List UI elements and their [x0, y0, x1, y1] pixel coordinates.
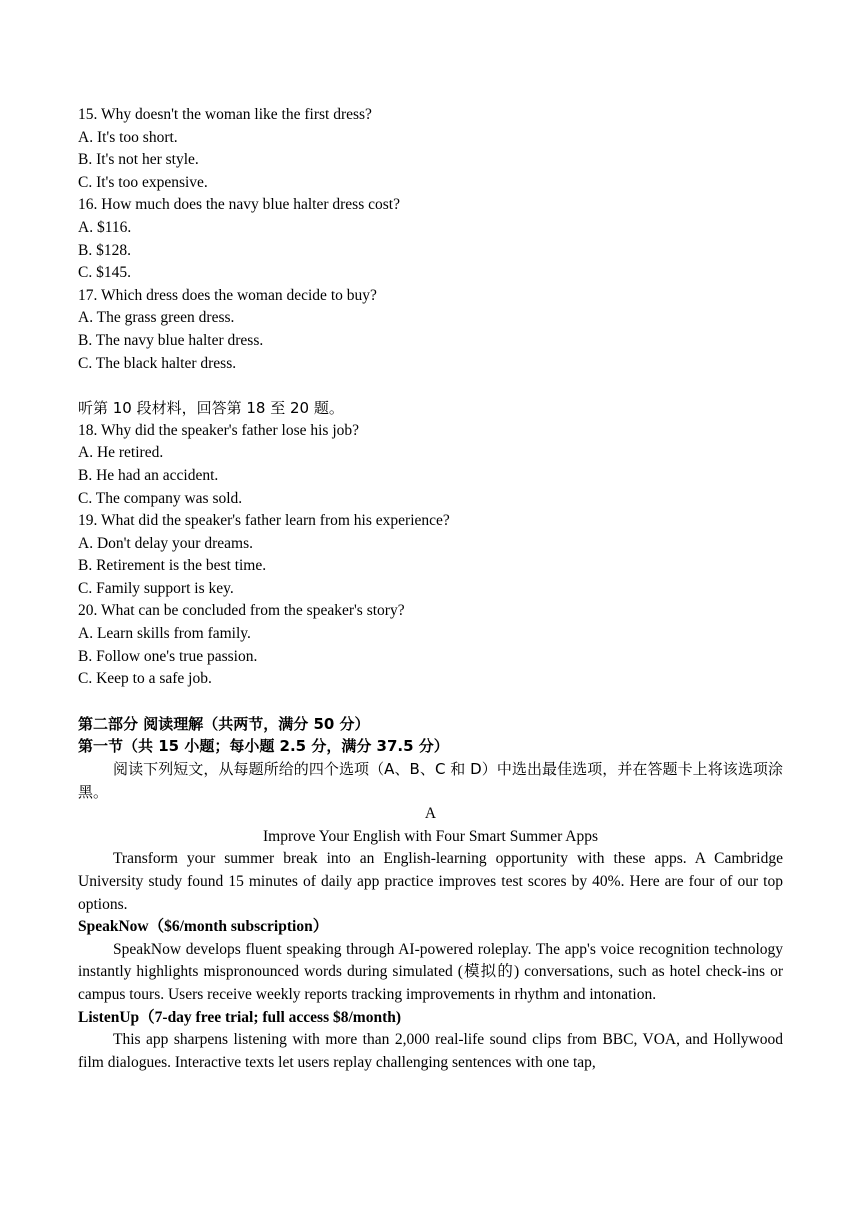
option-15-b: B. It's not her style. [78, 151, 199, 169]
option-15-a: A. It's too short. [78, 128, 178, 146]
app-heading-speaknow: SpeakNow（$6/month subscription） [78, 918, 329, 936]
option-18-a: A. He retired. [78, 444, 164, 462]
spacer [78, 375, 783, 397]
app-heading-listenup: ListenUp（7-day free trial; full access $8/month) [78, 1008, 402, 1026]
option-17-a: A. The grass green dress. [78, 309, 235, 327]
option-18-c: C. The company was sold. [78, 489, 243, 507]
question-16: 16. How much does the navy blue halter dress cost? [78, 196, 400, 214]
passage-letter: A [424, 805, 437, 823]
option-16-b: B. $128. [78, 241, 131, 259]
spacer [78, 691, 783, 713]
option-16-c: C. $145. [78, 264, 131, 282]
question-18: 18. Why did the speaker's father lose his job? [78, 421, 360, 439]
section-one-heading: 第一节（共 15 小题；每小题 2.5 分，满分 37.5 分） [78, 737, 449, 756]
app-body-listenup: This app sharpens listening with more than 2,000 real-life sound clips from BBC, VOA, and Hollywood film dialogues. Interactive texts let users replay challenging sentences with one tap, [78, 1031, 783, 1071]
option-20-a: A. Learn skills from family. [78, 625, 251, 643]
passage-intro: Transform your summer break into an English-learning opportunity with these apps. A Cambridge University study found 15 minutes of daily app practice improves test scores by 40%. Here are four of our top options. [78, 850, 783, 913]
option-20-b: B. Follow one's true passion. [78, 647, 258, 665]
app-body-speaknow: SpeakNow develops fluent speaking through AI-powered roleplay. The app's voice recognition technology instantly highlights mispronounced words during simulated (模拟的) conversations, such as hotel check-ins or campus tours. Users receive weekly reports tracking improvements in rhythm and intonation. [78, 940, 783, 1003]
question-15: 15. Why doesn't the woman like the first dress? [78, 106, 372, 123]
exam-page [78, 104, 783, 1074]
option-16-a: A. $116. [78, 218, 132, 236]
option-20-c: C. Keep to a safe job. [78, 670, 212, 688]
option-18-b: B. He had an accident. [78, 466, 219, 484]
option-17-b: B. The navy blue halter dress. [78, 331, 264, 349]
option-17-c: C. The black halter dress. [78, 354, 237, 372]
option-15-c: C. It's too expensive. [78, 173, 208, 191]
question-19: 19. What did the speaker's father learn from his experience? [78, 512, 450, 530]
option-19-c: C. Family support is key. [78, 579, 234, 597]
question-20: 20. What can be concluded from the speaker's story? [78, 602, 405, 620]
passage-title: Improve Your English with Four Smart Summer Apps [263, 827, 598, 845]
reading-instruction: 阅读下列短文，从每题所给的四个选项（A、B、C 和 D）中选出最佳选项，并在答题卡上将该选项涂黑。 [78, 760, 783, 801]
option-19-b: B. Retirement is the best time. [78, 557, 267, 575]
part-two-heading: 第二部分 阅读理解（共两节，满分 50 分） [78, 714, 370, 733]
question-17: 17. Which dress does the woman decide to buy? [78, 286, 377, 304]
option-19-a: A. Don't delay your dreams. [78, 534, 253, 552]
listening-instruction: 听第 10 段材料，回答第 18 至 20 题。 [78, 399, 344, 418]
